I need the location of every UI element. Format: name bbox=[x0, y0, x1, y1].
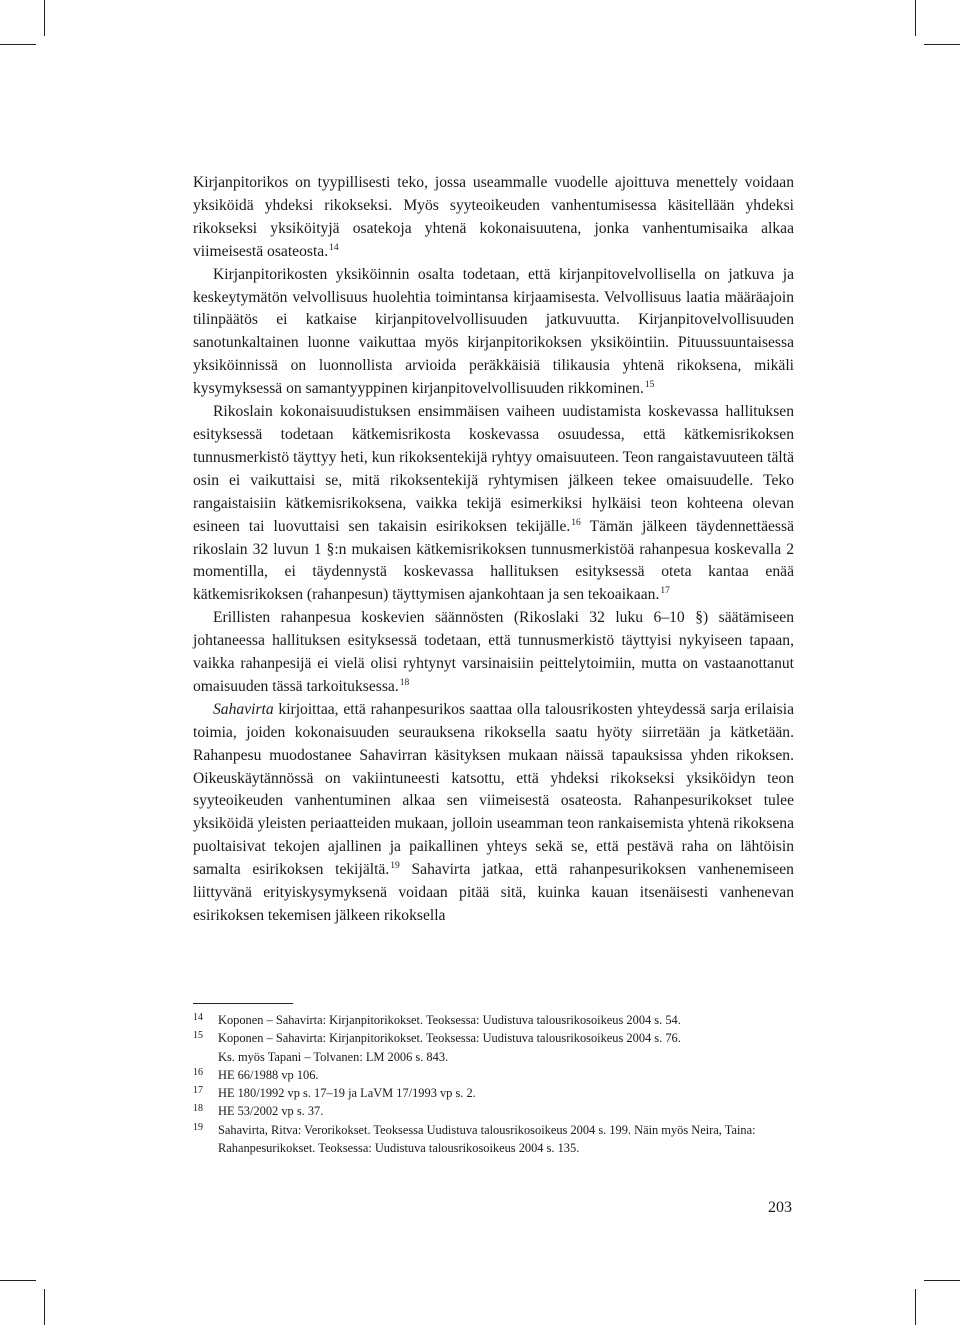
footnotes bbox=[193, 1011, 794, 1157]
footnote-number: 19 bbox=[193, 1121, 203, 1133]
footnote-number: 17 bbox=[193, 1085, 203, 1097]
footnote-ref-18[interactable]: 18 bbox=[399, 678, 410, 689]
crop-mark-bottom-left-vertical bbox=[44, 1289, 45, 1325]
crop-mark-top-right-vertical bbox=[915, 0, 916, 36]
footnote-ref-17[interactable]: 17 bbox=[660, 586, 670, 597]
footnote-number: 18 bbox=[193, 1103, 203, 1115]
crop-mark-top-left-vertical bbox=[44, 0, 45, 36]
footnote-19 bbox=[193, 1121, 794, 1158]
footnote-number: 15 bbox=[193, 1030, 203, 1042]
footnote-text: Koponen – Sahavirta: Kirjanpitorikokset. Teoksessa: Uudistuva talousrikosoikeus 2004 s. 76. Ks. myös Tapani – Tolvanen: LM 2006 s. 843. bbox=[218, 1031, 681, 1064]
paragraph-5: Sahavirta kirjoittaa, että rahanpesurikos saattaa olla talousrikosten yhteydessä sarja erilaisia toimia, joiden kokonaisuuden seurauksena rikoksella saatu hyöty siirretään ja kätketään. Rahanpesu muodostanee Sahavirran käsityksen mukaan näissä tapauksissa yhden rikoksen. Oikeuskäytännössä on vakiintuneesti katsottu, että yhdeksi rikokseksi yksiköidyn teon syyteoikeuden vanhentuminen alkaa sen viimeisestä osateosta. Rahanpesurikokset tulee yksiköidä yleisten periaatteiden mukaan, jolloin useamman teon rankaisemista yhtenä rikoksena puoltaisivat tekojen ajallinen ja paikallinen yhteys sekä se, että pestävä raha on lähtöisin samalta esirikoksen tekijältä.$^{19}$ Sahavirta jatkaa, että rahanpesurikoksen vanhenemiseen liittyvänä erityiskysymyksenä voidaan pitää sitä, kuinka kauan itsenäisesti vanhenevan esirikoksen tekemisen jälkeen rikoksella bbox=[193, 700, 794, 924]
footnote-17 bbox=[193, 1084, 794, 1102]
crop-mark-bottom-right-horizontal bbox=[924, 1280, 960, 1281]
footnote-16 bbox=[193, 1066, 794, 1084]
crop-mark-bottom-left-horizontal bbox=[0, 1280, 36, 1281]
footnote-separator bbox=[193, 1003, 293, 1004]
footnote-ref-19[interactable]: 19 bbox=[390, 861, 400, 872]
footnote-text: Sahavirta, Ritva: Verorikokset. Teoksessa Uudistuva talousrikosoikeus 2004 s. 199. Näin myös Neira, Taina: Rahanpesurikokset. Teoksessa: Uudistuva talousrikosoikeus 2004 s. 135. bbox=[218, 1122, 756, 1156]
footnote-text: HE 53/2002 vp s. 37. bbox=[218, 1104, 324, 1119]
footnote-ref-14[interactable]: 14 bbox=[329, 242, 339, 253]
crop-mark-bottom-right-vertical bbox=[915, 1289, 916, 1325]
page-number: 203 bbox=[768, 1199, 792, 1216]
footnote-text: HE 66/1988 vp 106. bbox=[218, 1067, 319, 1082]
footnote-15 bbox=[193, 1029, 794, 1066]
crop-mark-top-right-horizontal bbox=[924, 44, 960, 45]
footnote-14 bbox=[193, 1011, 794, 1029]
footnote-number: 14 bbox=[193, 1012, 203, 1023]
footnote-18 bbox=[193, 1102, 794, 1120]
paragraph-1: Kirjanpitorikos on tyypillisesti teko, jossa useammalle vuodelle ajoittuva menettely voidaan yksiköidä yhdeksi rikokseksi. Myös syyteoikeuden vanhentumisessa käsitellään yhdeksi rikokseksi yksiköityjä osatekoja yhtenä kokonaisuutena, jonka vanhentumisaika alkaa viimeisestä osateosta.$^{14}$ bbox=[193, 174, 794, 260]
paragraph-3: Rikoslain kokonaisuudistuksen ensimmäisen vaiheen uudistamista koskevassa hallituksen esityksessä todetaan kätkemisrikosta koskevassa osuudessa, että kätkemisrikoksen tunnusmerkistö täyttyy heti, kun rikoksentekijä ryhtyy omaisuuteen. Teon rangaistavuuteen tältä osin ei vaikuttaisi se, mitä rikoksentekijä ryhtymisen jälkeen tekee omaisuudelle. Teko rangaistaisiin kätkemisrikoksena, vaikka tekijä esimerkiksi hylkäisi teon kohteena olevan esineen tai luovuttaisi sen takaisin esirikoksen tekijälle.$^{16}$ Tämän jälkeen täydennettäessä rikoslain 32 luvun 1 §:n mukaisen kätkemisrikoksen tunnusmerkistöä rahanpesua koskevalla 2 momentilla, ei täydennystä koskevassa hallituksen esityksessä oteta kantaa enää kätkemisrikoksen (rahanpesun) täyttymisen ajankohtaan ja sen tekoaikaan.$^{17}$ bbox=[193, 403, 794, 604]
footnote-number: 16 bbox=[193, 1066, 203, 1078]
body-text bbox=[193, 172, 794, 928]
footnote-ref-15[interactable]: 15 bbox=[644, 380, 655, 391]
footnote-ref-16[interactable]: 16 bbox=[571, 517, 581, 528]
footnote-text: HE 180/1992 vp s. 17–19 ja LaVM 17/1993 vp s. 2. bbox=[218, 1086, 476, 1101]
paragraph-4: Erillisten rahanpesua koskevien säännösten (Rikoslaki 32 luku 6–10 §) säätämiseen johtaneessa hallituksen esityksessä todetaan, että tunnusmerkistö täyttyisi nykyiseen tapaan, vaikka rahanpesijä ei vielä olisi ryhtynyt varsinaisiin peittelytoimiin, mutta on vastaanottanut omaisuuden tässä tarkoituksessa.$^{18}$ bbox=[193, 609, 794, 695]
footnote-text: Koponen – Sahavirta: Kirjanpitorikokset. Teoksessa: Uudistuva talousrikosoikeus 2004 s. 54. bbox=[218, 1013, 681, 1027]
crop-mark-top-left-horizontal bbox=[0, 44, 36, 45]
author-name-italic: Sahavirta bbox=[213, 700, 274, 718]
paragraph-2: Kirjanpitorikosten yksiköinnin osalta todetaan, että kirjanpitovelvollisella on jatkuva ja keskeytymätön velvollisuus huolehtia toimintansa kirjaamisesta. Velvollisuus laatia määräajoin tilinpäätös ei katkaise kirjanpitovelvollisuuden jatkuvuutta. Kirjanpitovelvollisuuden sanotunkaltainen luonne vaikuttaa myös kirjanpitorikoksen yksiköintiin. Pituussuuntaisessa yksiköinnissä on luonnollista arvioida peräkkäisiä tilikausia yhtenä rikoksena, mikäli kysymyksessä on samantyyppinen kirjanpitovelvollisuuden rikkominen.$^{15}$ bbox=[193, 265, 794, 398]
